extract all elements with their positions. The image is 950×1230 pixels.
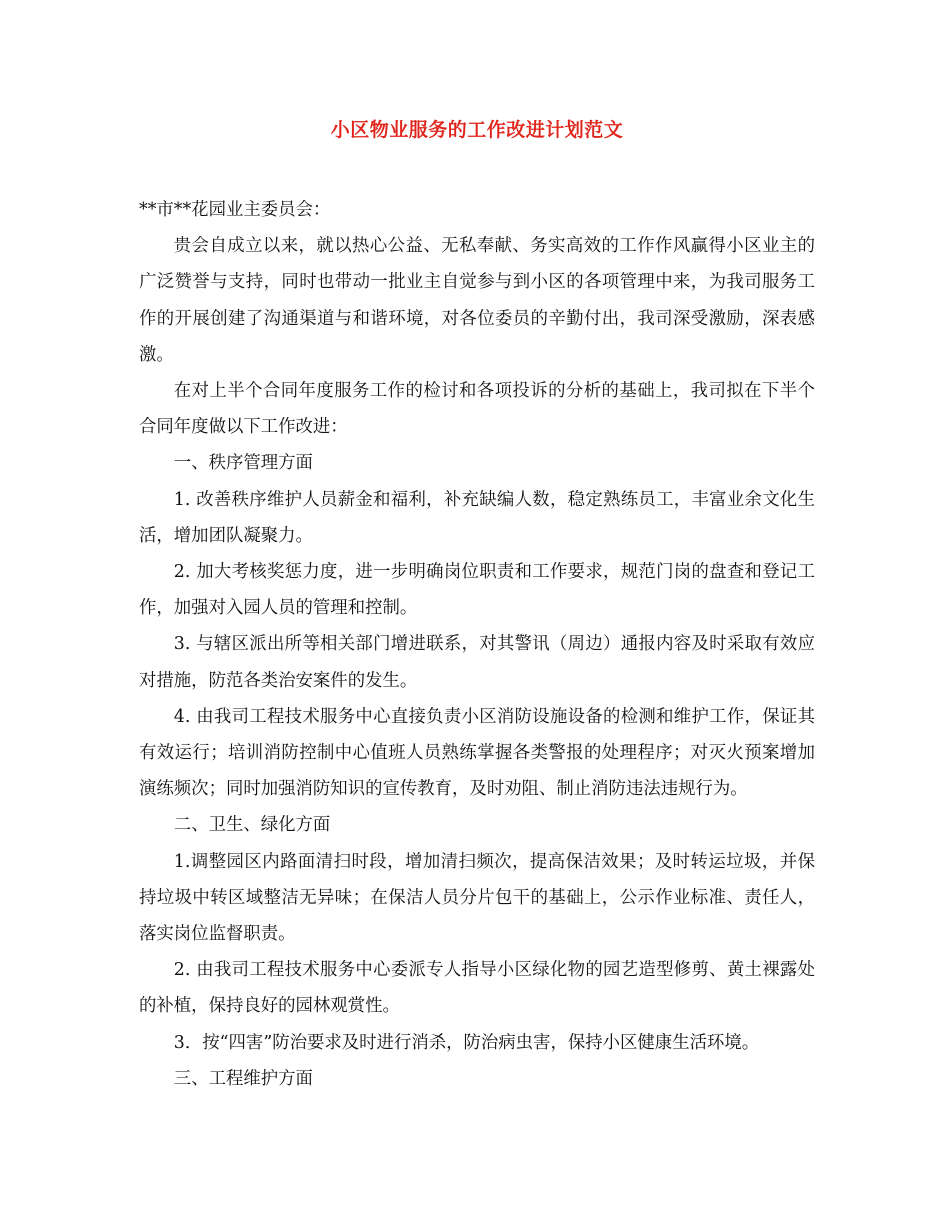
section-heading: 三、工程维护方面 (173, 1068, 313, 1089)
paragraph: 贵会自成立以来，就以热心公益、无私奉献、务实高效的工作作风赢得小区业主的广泛赞誉与支持，同时也带动一批业主自觉参与到小区的各项管理中来，为我司服务工作的开展创建了沟通渠道与和谐环境，对各位委员的辛勤付出，我司深受激励，深表感激。 (139, 236, 815, 365)
list-item: 3. 与辖区派出所等相关部门增进联系，对其警讯（周边）通报内容及时采取有效应对措施，防范各类治安案件的发生。 (139, 634, 815, 691)
section-heading: 一、秩序管理方面 (173, 453, 313, 474)
section-heading: 二、卫生、绿化方面 (173, 815, 331, 836)
list-item: 4. 由我司工程技术服务中心直接负责小区消防设施设备的检测和维护工作，保证其有效运行；培训消防控制中心值班人员熟练掌握各类警报的处理程序；对灭火预案增加演练频次；同时加强消防知识的宣传教育，及时劝阻、制止消防违法违规行为。 (139, 706, 815, 800)
list-item: 2. 由我司工程技术服务中心委派专人指导小区绿化物的园艺造型修剪、黄土裸露处的补植，保持良好的园林观赏性。 (139, 960, 815, 1017)
paragraph: 在对上半个合同年度服务工作的检讨和各项投诉的分析的基础上，我司拟在下半个合同年度做以下工作改进： (139, 381, 815, 438)
list-item: 2. 加大考核奖惩力度，进一步明确岗位职责和工作要求，规范门岗的盘查和登记工作，加强对入园人员的管理和控制。 (139, 562, 815, 619)
document-page (139, 118, 815, 1097)
list-item: 1. 改善秩序维护人员薪金和福利，补充缺编人数，稳定熟练员工，丰富业余文化生活，增加团队凝聚力。 (139, 489, 815, 546)
document-title: 小区物业服务的工作改进计划范文 (330, 119, 624, 141)
list-item: 1.调整园区内路面清扫时段，增加清扫频次，提高保洁效果；及时转运垃圾，并保持垃圾中转区域整洁无异味；在保洁人员分片包干的基础上，公示作业标准、责任人，落实岗位监督职责。 (139, 851, 815, 945)
salutation: **市**花园业主委员会： (139, 200, 331, 220)
list-item: 3．按“四害”防治要求及时进行消杀，防治病虫害，保持小区健康生活环境。 (173, 1032, 760, 1053)
document-body (139, 192, 815, 1097)
